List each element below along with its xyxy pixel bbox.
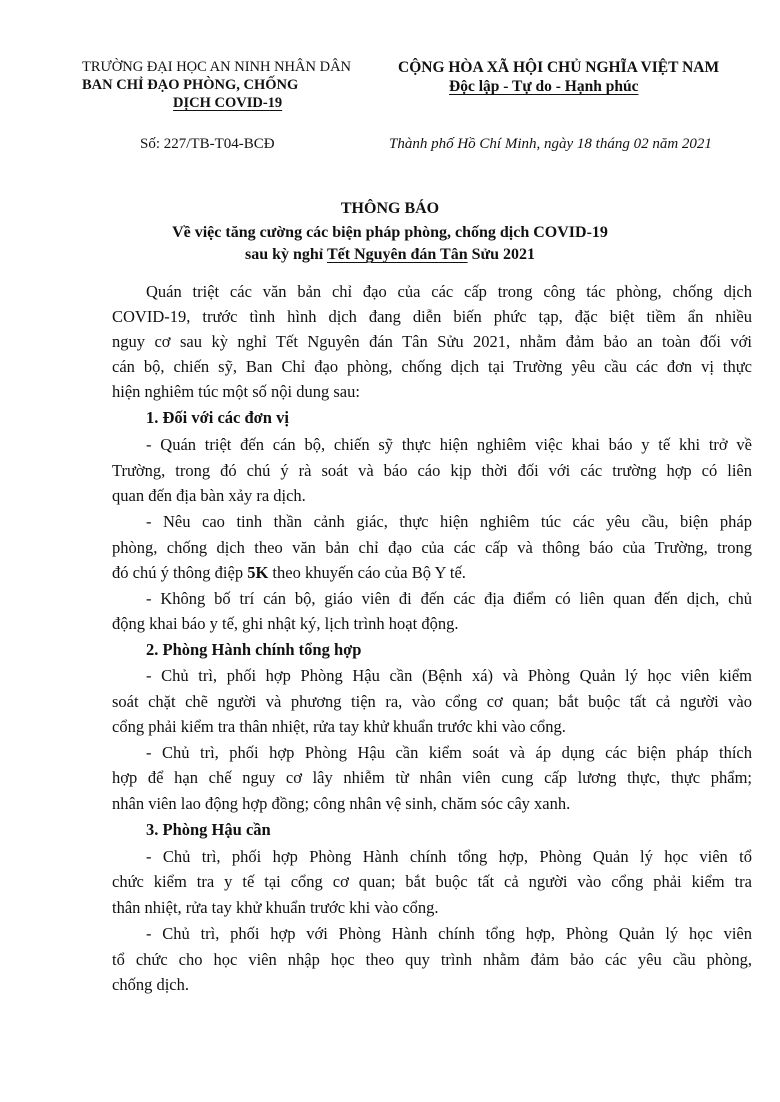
org-name-line1: TRƯỜNG ĐẠI HỌC AN NINH NHÂN DÂN [82, 59, 352, 75]
paragraph-line: COVID-19, trước tình hình dịch đang diễn biến phức tạp, đặc biệt tiềm ẩn nhiều [112, 307, 752, 326]
section-heading: 2. Phòng Hành chính tổng hợp [146, 640, 362, 659]
paragraph-line: đó chú ý thông điệp 5K theo khuyến cáo của Bộ Y tế. [112, 563, 466, 582]
paragraph-line: - Chủ trì, phối hợp với Phòng Hành chính tổng hợp, Phòng Quản lý học viên [146, 924, 752, 943]
paragraph-line: động khai báo y tế, ghi nhật ký, lịch trình hoạt động. [112, 614, 459, 633]
paragraph-line: - Chủ trì, phối hợp Phòng Hành chính tổng hợp, Phòng Quản lý học viên tổ [146, 847, 752, 866]
paragraph-line: hiện nghiêm túc một số nội dung sau: [112, 382, 360, 401]
paragraph-line: nhân viên lao động hợp đồng; công nhân vệ sinh, chăm sóc cây xanh. [112, 794, 571, 813]
notice-title: THÔNG BÁO [340, 200, 440, 217]
notice-subject-line1: Về việc tăng cường các biện pháp phòng, chống dịch COVID-19 [172, 224, 608, 241]
paragraph-line: Quán triệt các văn bản chỉ đạo của các cấp trong công tác phòng, chống dịch [146, 282, 752, 301]
org-name-line2: BAN CHỈ ĐẠO PHÒNG, CHỐNG [82, 77, 299, 93]
paragraph-line: hợp để hạn chế nguy cơ lây nhiễm từ nhân viên cung cấp lương thực, thực phẩm; [112, 768, 752, 787]
paragraph-line: quan đến địa bàn xảy ra dịch. [112, 486, 306, 505]
paragraph-line: thân nhiệt, rửa tay khử khuẩn trước khi vào cổng. [112, 898, 439, 917]
notice-subject-line2: sau kỳ nghỉ Tết Nguyên đán Tân Sửu 2021 [244, 246, 536, 263]
section-heading: 3. Phòng Hậu cần [146, 820, 271, 839]
paragraph-line: soát chặt chẽ người và phương tiện ra, vào cổng cơ quan; bắt buộc tất cả người vào [112, 692, 752, 711]
place-and-date: Thành phố Hồ Chí Minh, ngày 18 tháng 02 năm 2021 [389, 136, 712, 152]
org-name-line3: DỊCH COVID-19 [173, 95, 283, 111]
paragraph-line: cổng phải kiểm tra thân nhiệt, rửa tay khử khuẩn trước khi vào cổng. [112, 717, 566, 736]
document-number: Số: 227/TB-T04-BCĐ [140, 136, 275, 152]
paragraph-line: Trường, trong đó chú ý rà soát và báo cáo kịp thời đối với các trường hợp có liên [112, 461, 752, 480]
paragraph-line: cán bộ, chiến sỹ, Ban Chỉ đạo phòng, chống dịch tại Trường yêu cầu các đơn vị thực [112, 357, 752, 376]
section-heading: 1. Đối với các đơn vị [146, 408, 289, 427]
paragraph-line: phòng, chống dịch theo văn bản chỉ đạo của các cấp và thông báo của Trường, trong [112, 538, 752, 557]
paragraph-line: - Không bố trí cán bộ, giáo viên đi đến các địa điểm có liên quan đến dịch, chủ [146, 589, 752, 608]
paragraph-line: - Chủ trì, phối hợp Phòng Hậu cần kiểm soát và áp dụng các biện pháp thích [146, 743, 752, 762]
paragraph-line: nguy cơ sau kỳ nghỉ Tết Nguyên đán Tân Sửu 2021, nhằm đảm bảo an toàn đối với [112, 332, 752, 351]
national-title: CỘNG HÒA XÃ HỘI CHỦ NGHĨA VIỆT NAM [398, 59, 720, 76]
paragraph-line: tổ chức cho học viên nhập học theo quy trình nhằm đảm bảo các yêu cầu phòng, [112, 950, 752, 969]
national-motto: Độc lập - Tự do - Hạnh phúc [449, 78, 639, 95]
paragraph-line: chống dịch. [112, 975, 189, 994]
paragraph-line: - Chủ trì, phối hợp Phòng Hậu cần (Bệnh xá) và Phòng Quản lý học viên kiểm [146, 666, 752, 685]
paragraph-line: - Nêu cao tinh thần cảnh giác, thực hiện nghiêm túc các yêu cầu, biện pháp [146, 512, 752, 531]
paragraph-line: chức kiểm tra y tế tại cổng cơ quan; bắt buộc tất cả người vào cổng phải kiểm tra [112, 872, 752, 891]
paragraph-line: - Quán triệt đến cán bộ, chiến sỹ thực hiện nghiêm việc khai báo y tế khi trở về [146, 435, 752, 454]
